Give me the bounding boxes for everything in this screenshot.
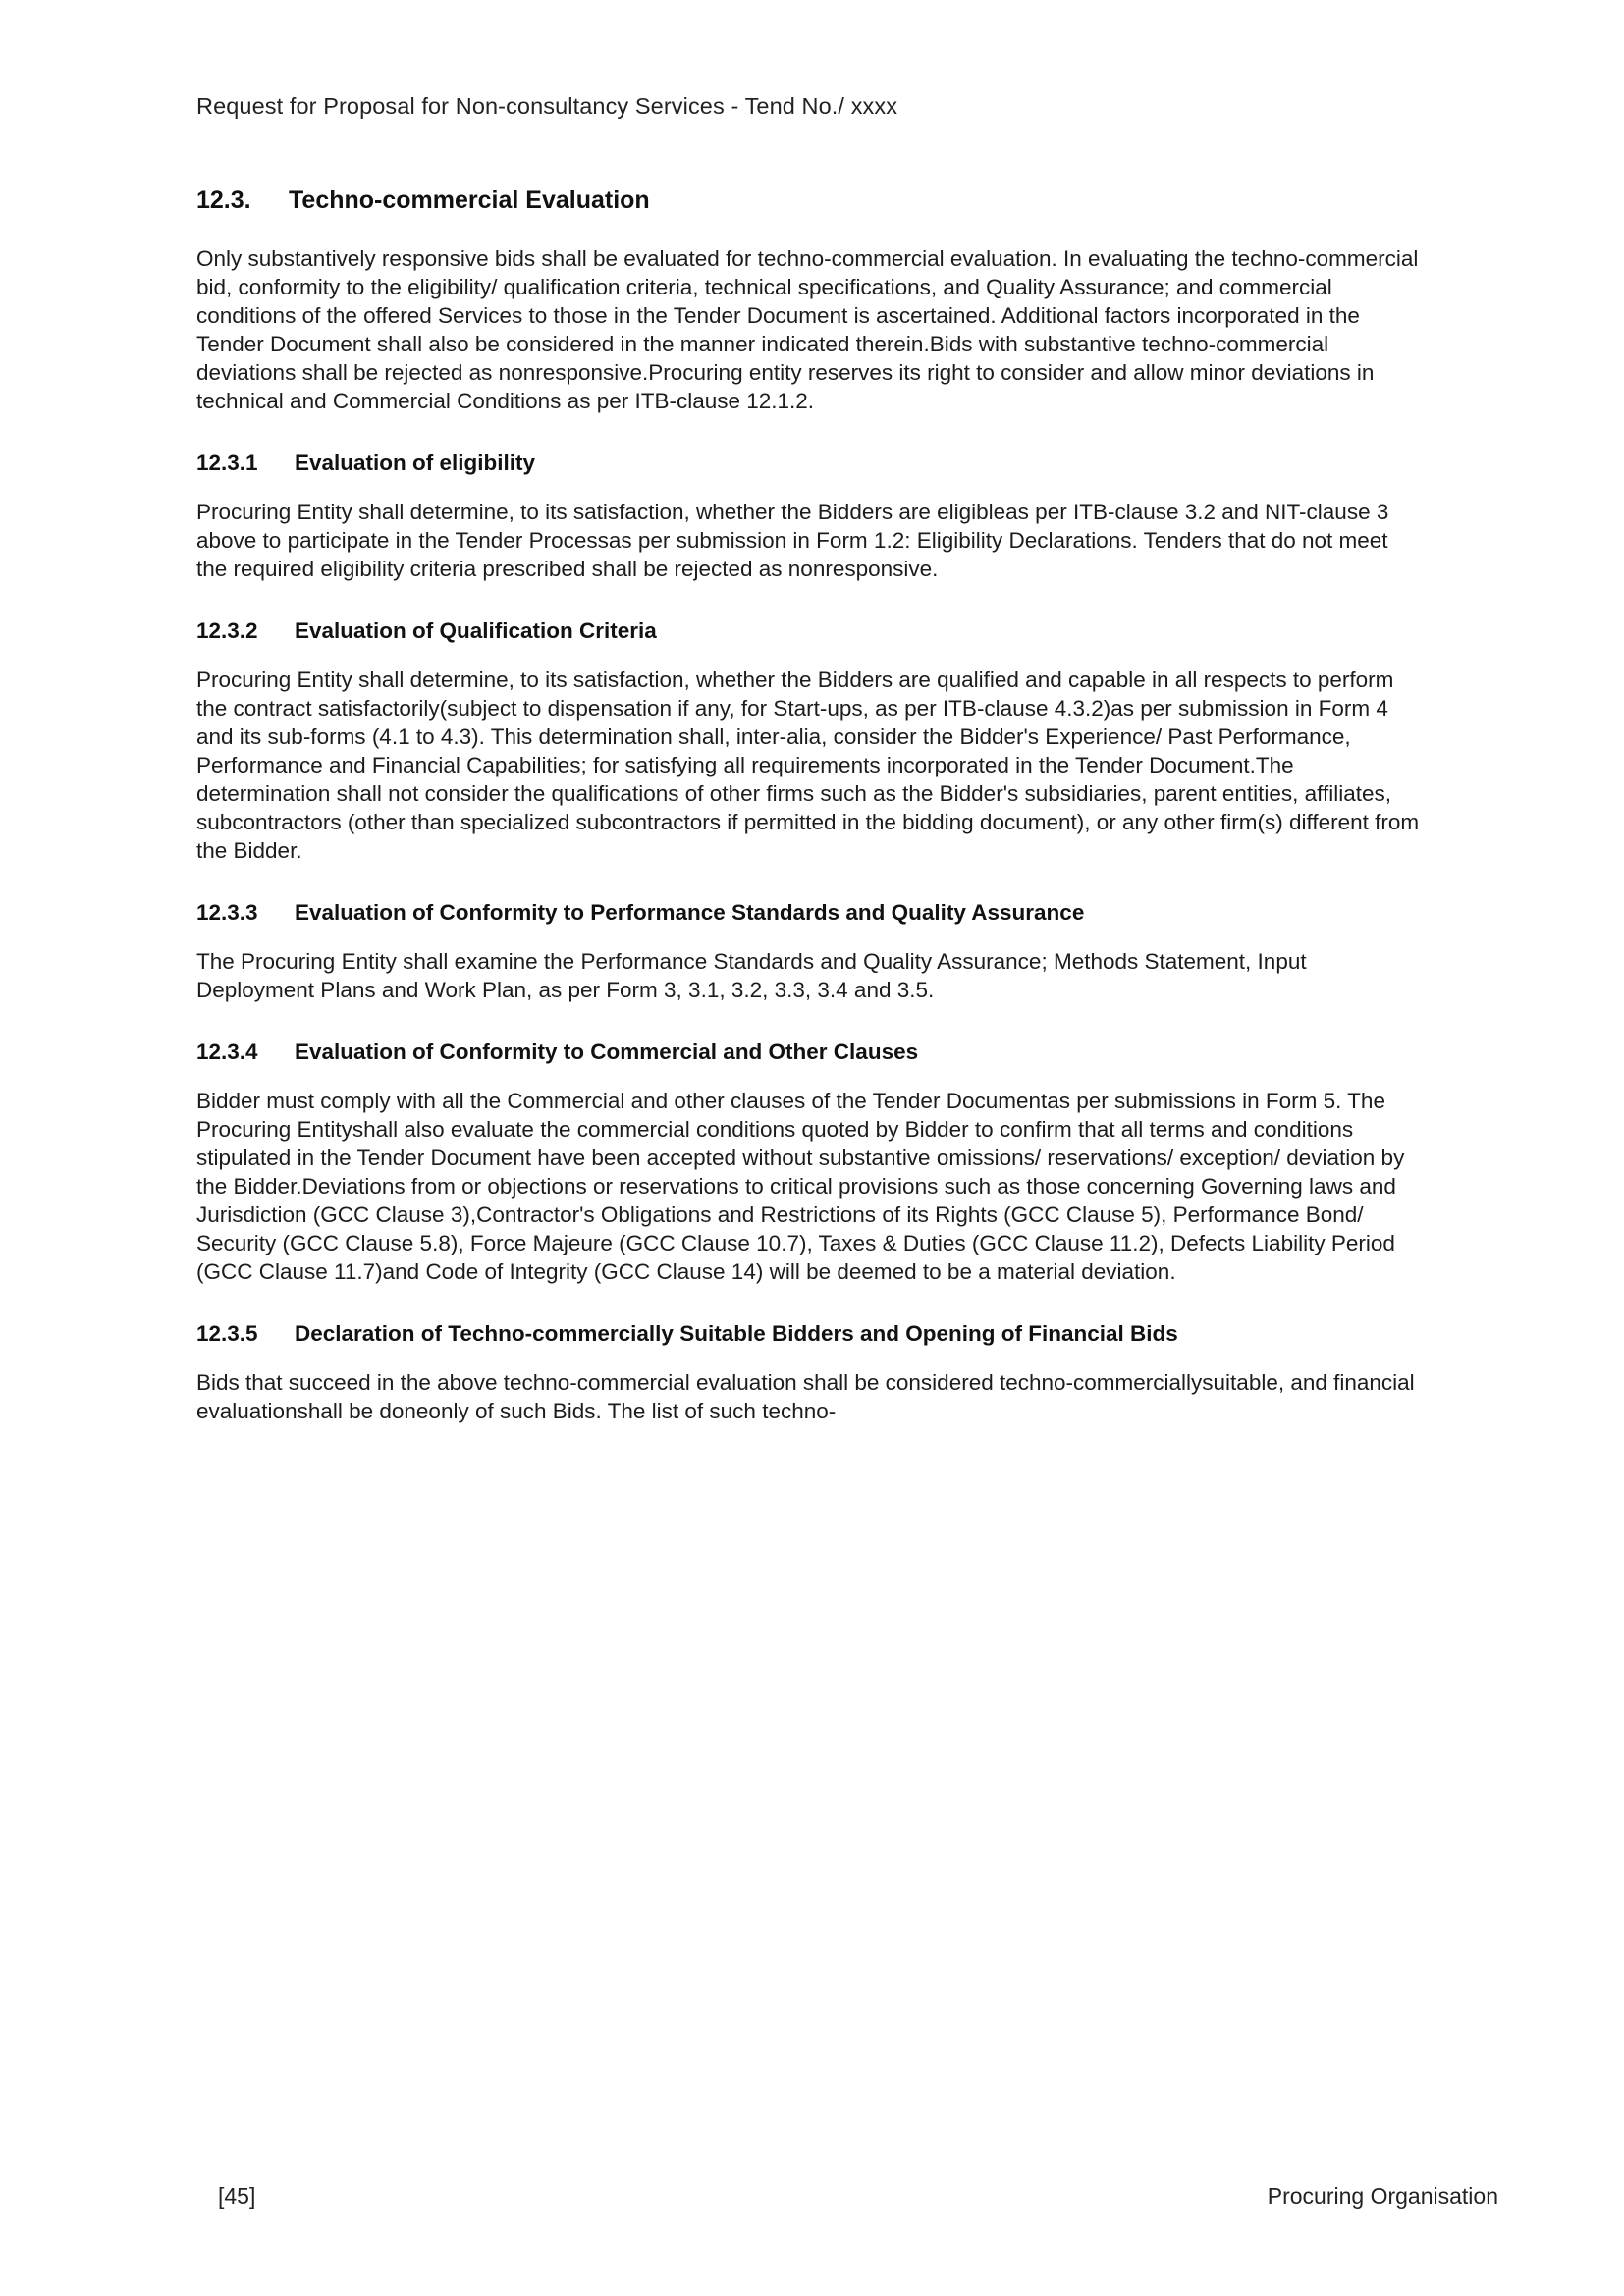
subsection-title-text: Evaluation of Conformity to Performance Standards and Quality Assurance	[295, 900, 1085, 926]
subsection-heading-4	[196, 1040, 1498, 1065]
page-header: Request for Proposal for Non-consultancy Services - Tend No./ xxxx	[196, 93, 898, 119]
subsection-number: 12.3.4	[196, 1040, 258, 1065]
section-title-text: Techno-commercial Evaluation	[289, 187, 650, 214]
subsection-heading-1	[196, 451, 1498, 476]
footer-organisation: Procuring Organisation	[1267, 2183, 1498, 2209]
subsection-number: 12.3.3	[196, 900, 258, 926]
section-intro-paragraph: Only substantively responsive bids shall be evaluated for techno-commercial evaluation. In evaluating the techno-commercial bid, conformity to the eligibility/ qualification criteria, technical specifications, and Quality Assurance; and commercial conditions of the offered Services to those in the Tender Document is ascertained. Additional factors incorporated in the Tender Document shall also be considered in the manner indicated therein.Bids with substantive techno-commercial deviations shall be rejected as nonresponsive.Procuring entity reserves its right to consider and allow minor deviations in technical and Commercial Conditions as per ITB-clause 12.1.2.	[196, 246, 1419, 414]
subsection-paragraph-5: Bids that succeed in the above techno-commercial evaluation shall be considered techno-commerciallysuitable, and financial evaluationshall be doneonly of such Bids. The list of such techno-	[196, 1370, 1415, 1424]
subsection-paragraph-1: Procuring Entity shall determine, to its satisfaction, whether the Bidders are eligibleas per ITB-clause 3.2 and NIT-clause 3 above to participate in the Tender Processas per submission in Form 1.2: Eligibility Declarations. Tenders that do not meet the required eligibility criteria prescribed shall be rejected as nonresponsive.	[196, 500, 1389, 582]
section-number: 12.3.	[196, 187, 251, 214]
subsection-number: 12.3.5	[196, 1321, 258, 1347]
subsection-number: 12.3.2	[196, 618, 258, 644]
subsection-heading-2	[196, 618, 1498, 644]
subsection-paragraph-3: The Procuring Entity shall examine the Performance Standards and Quality Assurance; Methods Statement, Input Deployment Plans and Work Plan, as per Form 3, 3.1, 3.2, 3.3, 3.4 and 3.5.	[196, 949, 1307, 1003]
subsection-title-text: Declaration of Techno-commercially Suitable Bidders and Opening of Financial Bids	[295, 1321, 1178, 1347]
subsection-paragraph-4: Bidder must comply with all the Commercial and other clauses of the Tender Documentas per submissions in Form 5. The Procuring Entityshall also evaluate the commercial conditions quoted by Bidder to confirm that all terms and conditions stipulated in the Tender Document have been accepted without substantive omissions/ reservations/ exception/ deviation by the Bidder.Deviations from or objections or reservations to critical provisions such as those concerning Governing laws and Jurisdiction (GCC Clause 3),Contractor's Obligations and Restrictions of its Rights (GCC Clause 5), Performance Bond/ Security (GCC Clause 5.8), Force Majeure (GCC Clause 10.7), Taxes & Duties (GCC Clause 11.2), Defects Liability Period (GCC Clause 11.7)and Code of Integrity (GCC Clause 14) will be deemed to be a material deviation.	[196, 1089, 1405, 1285]
page-footer	[196, 2183, 1498, 2210]
subsection-title-text: Evaluation of eligibility	[295, 451, 536, 476]
subsection-heading-5	[196, 1321, 1498, 1347]
subsection-paragraph-2: Procuring Entity shall determine, to its satisfaction, whether the Bidders are qualified and capable in all respects to perform the contract satisfactorily(subject to dispensation if any, for Start-ups, as per ITB-clause 4.3.2)as per submission in Form 4 and its sub-forms (4.1 to 4.3). This determination shall, inter-alia, consider the Bidder's Experience/ Past Performance, Performance and Financial Capabilities; for satisfying all requirements incorporated in the Tender Document.The determination shall not consider the qualifications of other firms such as the Bidder's subsidiaries, parent entities, affiliates, subcontractors (other than specialized subcontractors if permitted in the bidding document), or any other firm(s) different from the Bidder.	[196, 667, 1420, 864]
subsection-heading-3	[196, 900, 1498, 926]
section-heading	[196, 187, 1498, 215]
subsection-title-text: Evaluation of Qualification Criteria	[295, 618, 657, 644]
subsection-title-text: Evaluation of Conformity to Commercial and Other Clauses	[295, 1040, 919, 1065]
footer-page-number: [45]	[218, 2183, 256, 2209]
subsection-number: 12.3.1	[196, 451, 258, 476]
